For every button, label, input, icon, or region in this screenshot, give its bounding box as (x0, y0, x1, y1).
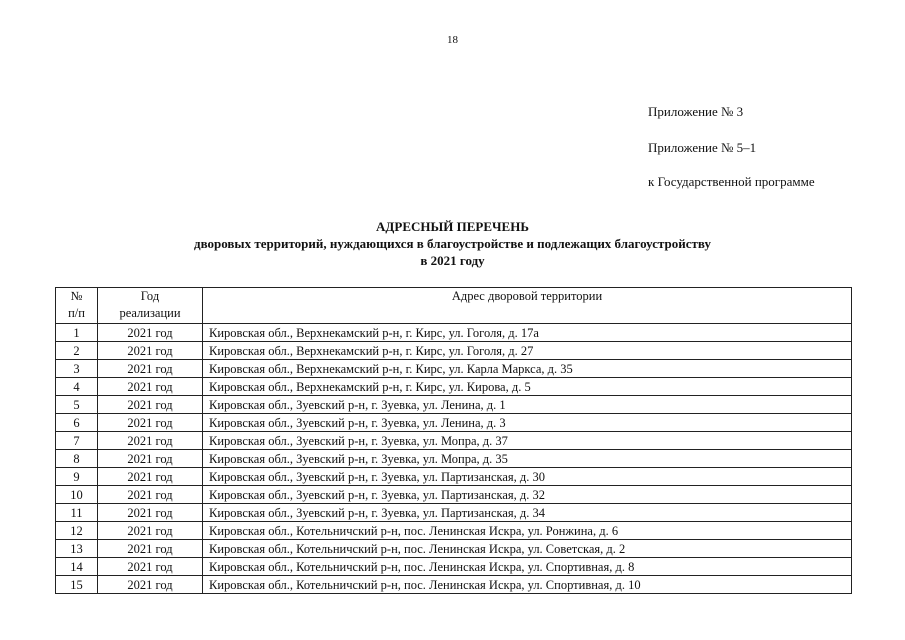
row-year: 2021 год (98, 540, 203, 558)
row-year: 2021 год (98, 558, 203, 576)
table-row (56, 468, 852, 486)
row-year: 2021 год (98, 360, 203, 378)
title-line-3: в 2021 году (420, 253, 485, 268)
title-line-2: дворовых территорий, нуждающихся в благоустройстве и подлежащих благоустройству (194, 236, 711, 251)
row-number: 11 (56, 504, 98, 522)
table-row (56, 486, 852, 504)
header-number-line-2: п/п (68, 306, 85, 320)
row-number: 5 (56, 396, 98, 414)
row-address: Кировская обл., Зуевский р-н, г. Зуевка, ул. Партизанская, д. 32 (203, 486, 852, 504)
row-address: Кировская обл., Верхнекамский р-н, г. Кирс, ул. Кирова, д. 5 (203, 378, 852, 396)
row-address: Кировская обл., Зуевский р-н, г. Зуевка, ул. Ленина, д. 3 (203, 414, 852, 432)
table-header-row (56, 288, 852, 324)
table-row (56, 576, 852, 594)
row-year: 2021 год (98, 342, 203, 360)
table-row (56, 504, 852, 522)
row-year: 2021 год (98, 504, 203, 522)
header-number (56, 288, 98, 324)
row-address: Кировская обл., Котельничский р-н, пос. Ленинская Искра, ул. Ронжина, д. 6 (203, 522, 852, 540)
row-number: 6 (56, 414, 98, 432)
table-row (56, 396, 852, 414)
row-address: Кировская обл., Зуевский р-н, г. Зуевка, ул. Партизанская, д. 34 (203, 504, 852, 522)
row-year: 2021 год (98, 450, 203, 468)
row-address: Кировская обл., Зуевский р-н, г. Зуевка, ул. Партизанская, д. 30 (203, 468, 852, 486)
address-table (55, 287, 852, 594)
row-number: 2 (56, 342, 98, 360)
row-address: Кировская обл., Верхнекамский р-н, г. Кирс, ул. Карла Маркса, д. 35 (203, 360, 852, 378)
table-row (56, 432, 852, 450)
row-address: Кировская обл., Котельничский р-н, пос. Ленинская Искра, ул. Спортивная, д. 10 (203, 576, 852, 594)
row-address: Кировская обл., Зуевский р-н, г. Зуевка, ул. Мопра, д. 35 (203, 450, 852, 468)
appendix-line-3: к Государственной программе (648, 174, 815, 189)
table-row (56, 360, 852, 378)
row-address: Кировская обл., Котельничский р-н, пос. Ленинская Искра, ул. Спортивная, д. 8 (203, 558, 852, 576)
title-line-1: АДРЕСНЫЙ ПЕРЕЧЕНЬ (376, 219, 529, 234)
table-row (56, 324, 852, 342)
table-row (56, 540, 852, 558)
row-address: Кировская обл., Зуевский р-н, г. Зуевка, ул. Ленина, д. 1 (203, 396, 852, 414)
row-year: 2021 год (98, 576, 203, 594)
appendix-line-1: Приложение № 3 (648, 104, 744, 119)
row-number: 1 (56, 324, 98, 342)
row-year: 2021 год (98, 468, 203, 486)
header-year (98, 288, 203, 324)
row-number: 10 (56, 486, 98, 504)
document-title (0, 218, 905, 269)
row-number: 8 (56, 450, 98, 468)
row-year: 2021 год (98, 432, 203, 450)
header-address: Адрес дворовой территории (203, 288, 852, 324)
row-year: 2021 год (98, 414, 203, 432)
row-address: Кировская обл., Зуевский р-н, г. Зуевка, ул. Мопра, д. 37 (203, 432, 852, 450)
page-number: 18 (447, 34, 458, 46)
row-address: Кировская обл., Верхнекамский р-н, г. Кирс, ул. Гоголя, д. 17а (203, 324, 852, 342)
row-year: 2021 год (98, 378, 203, 396)
row-year: 2021 год (98, 486, 203, 504)
row-year: 2021 год (98, 324, 203, 342)
row-address: Кировская обл., Верхнекамский р-н, г. Кирс, ул. Гоголя, д. 27 (203, 342, 852, 360)
row-number: 15 (56, 576, 98, 594)
table-row (56, 342, 852, 360)
row-number: 7 (56, 432, 98, 450)
row-number: 12 (56, 522, 98, 540)
header-year-line-2: реализации (119, 306, 181, 320)
row-year: 2021 год (98, 522, 203, 540)
row-year: 2021 год (98, 396, 203, 414)
table-row (56, 558, 852, 576)
table-row (56, 450, 852, 468)
header-year-line-1: Год (140, 289, 160, 303)
row-address: Кировская обл., Котельничский р-н, пос. Ленинская Искра, ул. Советская, д. 2 (203, 540, 852, 558)
table-row (56, 378, 852, 396)
header-number-line-1: № (70, 289, 83, 303)
row-number: 14 (56, 558, 98, 576)
table-row (56, 414, 852, 432)
table-row (56, 522, 852, 540)
appendix-line-2: Приложение № 5–1 (648, 140, 757, 155)
row-number: 9 (56, 468, 98, 486)
table-body (56, 324, 852, 594)
row-number: 13 (56, 540, 98, 558)
row-number: 3 (56, 360, 98, 378)
row-number: 4 (56, 378, 98, 396)
